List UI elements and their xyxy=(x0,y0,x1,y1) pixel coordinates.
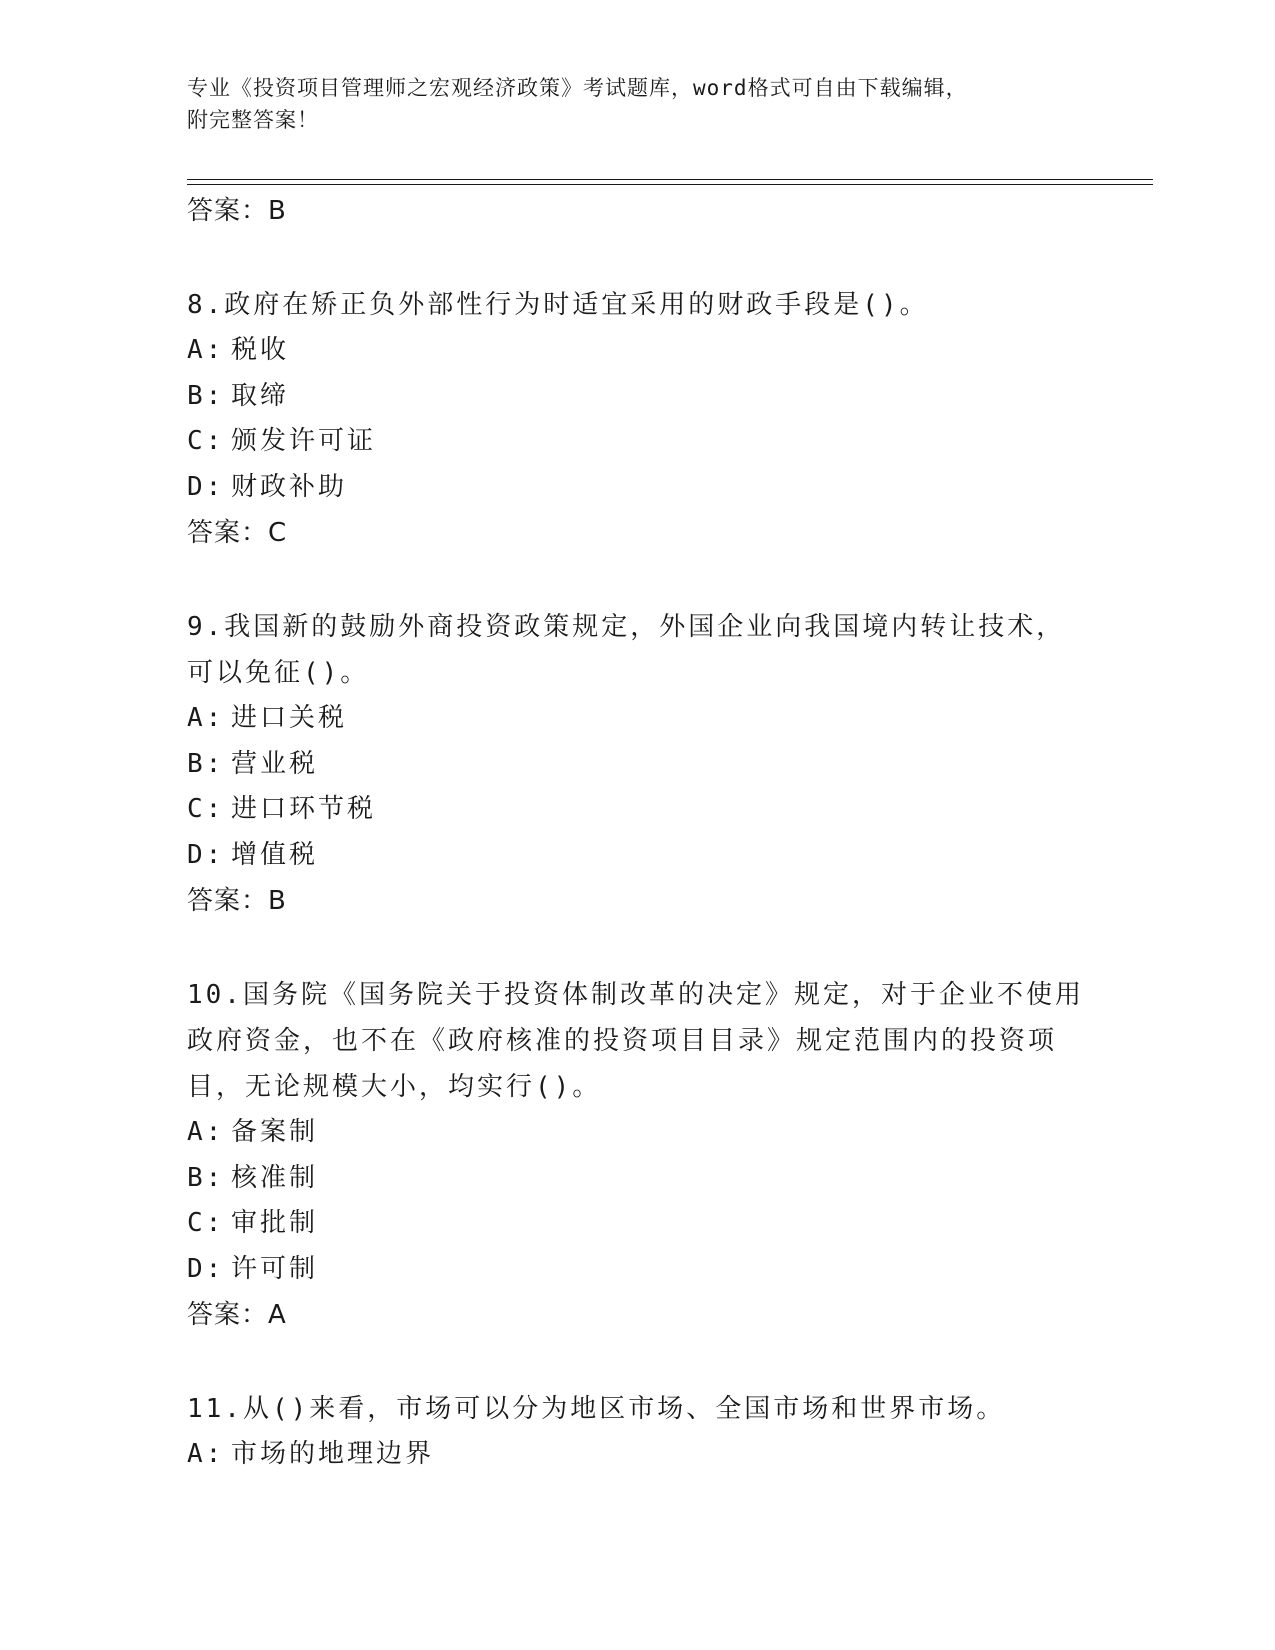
header-line-2: 附完整答案！ xyxy=(187,108,319,132)
question-text: 10.国务院《国务院关于投资体制改革的决定》规定，对于企业不使用 xyxy=(187,980,1084,1010)
question-10 xyxy=(187,972,1087,1338)
option-a xyxy=(187,1432,1087,1478)
option-b xyxy=(187,742,1087,788)
option-text: 营业税 xyxy=(231,748,319,779)
option-letter: C: xyxy=(187,794,225,824)
answer-line: 答案：C xyxy=(187,518,288,548)
question-list xyxy=(187,188,1087,1478)
option-text: 核准制 xyxy=(231,1162,319,1193)
option-d xyxy=(187,1247,1087,1293)
header-rule-top xyxy=(187,179,1153,180)
option-letter: A: xyxy=(187,335,225,365)
option-c xyxy=(187,419,1087,465)
option-letter: B: xyxy=(187,748,225,779)
header-line-1: 专业《投资项目管理师之宏观经济政策》考试题库，word格式可自由下载编辑， xyxy=(187,76,968,100)
answer-line: 答案：A xyxy=(187,1300,287,1330)
option-b xyxy=(187,374,1087,420)
option-text: 进口关税 xyxy=(231,703,348,733)
option-text: 许可制 xyxy=(231,1253,319,1284)
answer-line: 答案：B xyxy=(187,886,287,916)
option-letter: A: xyxy=(187,703,225,733)
option-text: 增值税 xyxy=(231,839,319,870)
question-9 xyxy=(187,604,1087,924)
option-text: 进口环节税 xyxy=(231,794,377,824)
option-text: 备案制 xyxy=(231,1117,319,1147)
question-text: 8.政府在矫正负外部性行为时适宜采用的财政手段是()。 xyxy=(187,290,929,320)
option-b xyxy=(187,1156,1087,1202)
option-a xyxy=(187,696,1087,742)
answer-line: 答案：B xyxy=(187,196,287,226)
question-text: 可以免征()。 xyxy=(187,658,370,688)
option-d xyxy=(187,465,1087,511)
option-c xyxy=(187,787,1087,833)
option-a xyxy=(187,1110,1087,1156)
option-letter: D: xyxy=(187,471,225,502)
option-text: 审批制 xyxy=(231,1208,319,1238)
option-text: 取缔 xyxy=(231,380,290,411)
option-text: 财政补助 xyxy=(231,471,348,502)
option-text: 市场的地理边界 xyxy=(231,1439,435,1469)
option-text: 税收 xyxy=(231,335,290,365)
option-d xyxy=(187,833,1087,879)
question-text: 政府资金，也不在《政府核准的投资项目目录》规定范围内的投资项 xyxy=(187,1026,1058,1056)
option-letter: C: xyxy=(187,426,225,456)
option-letter: D: xyxy=(187,1253,225,1284)
option-letter: A: xyxy=(187,1117,225,1147)
option-a xyxy=(187,328,1087,374)
question-11 xyxy=(187,1386,1087,1478)
option-letter: C: xyxy=(187,1208,225,1238)
option-c xyxy=(187,1201,1087,1247)
document-header xyxy=(187,72,1067,136)
header-rule-bottom xyxy=(187,184,1153,185)
question-8 xyxy=(187,282,1087,556)
option-letter: D: xyxy=(187,839,225,870)
option-letter: A: xyxy=(187,1439,225,1469)
question-text: 9.我国新的鼓励外商投资政策规定，外国企业向我国境内转让技术， xyxy=(187,612,1066,642)
option-letter: B: xyxy=(187,380,225,411)
question-text: 目，无论规模大小，均实行()。 xyxy=(187,1072,602,1102)
question-text: 11.从()来看，市场可以分为地区市场、全国市场和世界市场。 xyxy=(187,1394,1006,1424)
option-letter: B: xyxy=(187,1162,225,1193)
option-text: 颁发许可证 xyxy=(231,426,377,456)
